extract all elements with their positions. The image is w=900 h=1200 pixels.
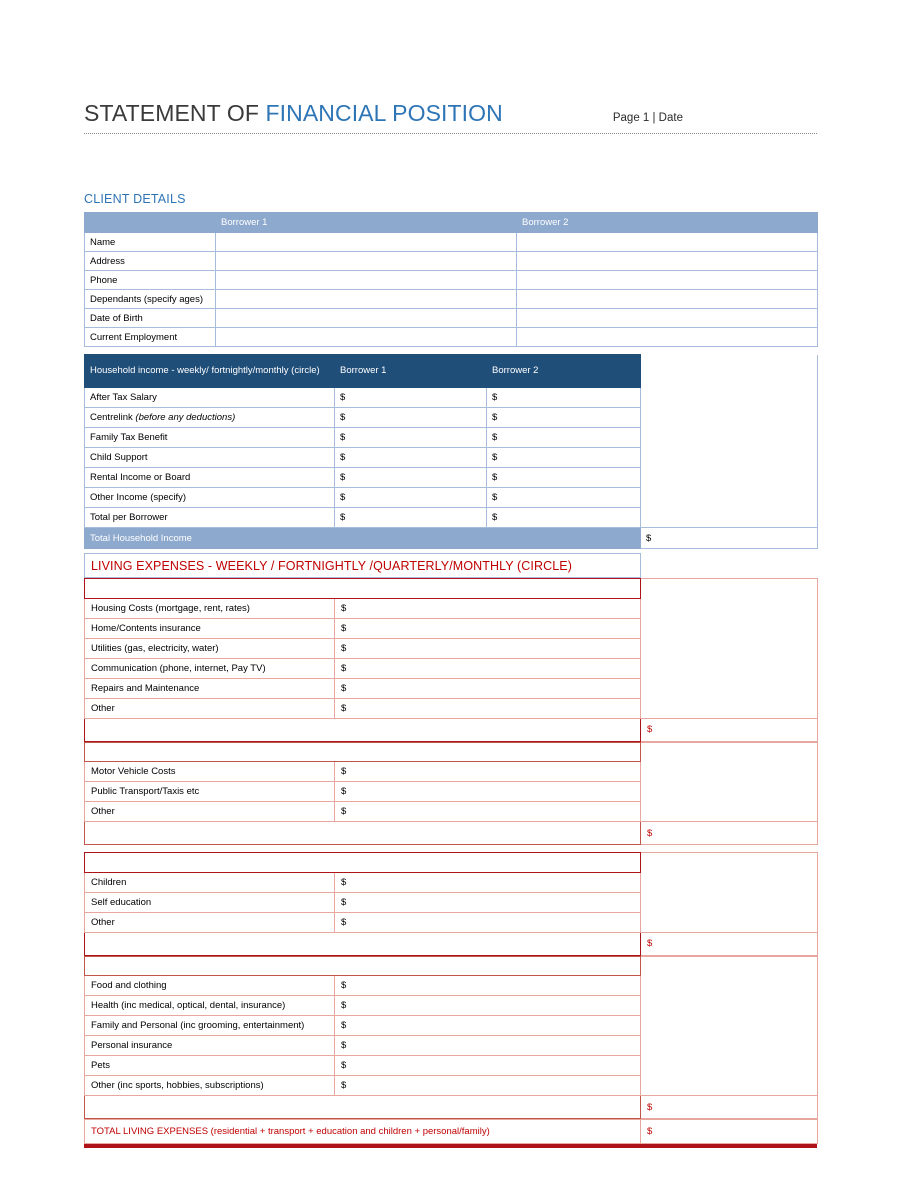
household-income-table xyxy=(84,354,818,549)
table-row xyxy=(85,408,818,428)
income-value-b1[interactable]: $ xyxy=(335,508,487,528)
income-value-b1[interactable]: $ xyxy=(335,468,487,488)
income-row-label-text: Centrelink xyxy=(90,412,136,423)
income-total-spacer xyxy=(641,448,818,468)
table-row xyxy=(85,488,818,508)
income-row-label: Child Support xyxy=(85,448,335,468)
table-row xyxy=(85,618,818,638)
expense-row-label: Other xyxy=(85,802,335,822)
total-household-income-value[interactable]: $ xyxy=(641,528,818,549)
expense-row-value[interactable]: $ xyxy=(335,1076,641,1096)
table-row xyxy=(85,428,818,448)
client-details-header-row xyxy=(85,213,818,233)
client-field-address-b2[interactable] xyxy=(517,252,818,271)
client-field-dependants-b1[interactable] xyxy=(216,290,517,309)
income-value-b1[interactable]: $ xyxy=(335,428,487,448)
income-row-label: Other Income (specify) xyxy=(85,488,335,508)
living-expenses-banner-table xyxy=(84,553,818,578)
total-household-income-row xyxy=(85,528,818,549)
table-row xyxy=(85,782,818,802)
section-total-spacer xyxy=(641,1036,818,1056)
client-field-name-b1[interactable] xyxy=(216,233,517,252)
income-header-label: Household income - weekly/ fortnightly/monthly (circle) xyxy=(85,355,335,388)
expense-section-personal-family xyxy=(84,956,818,1120)
expense-row-value[interactable]: $ xyxy=(335,976,641,996)
table-row xyxy=(85,290,818,309)
client-field-phone-b2[interactable] xyxy=(517,271,818,290)
section-title-transport: Transport xyxy=(85,742,641,762)
client-details-table xyxy=(84,212,818,347)
income-value-b2[interactable]: $ xyxy=(487,408,641,428)
expense-row-label: Motor Vehicle Costs xyxy=(85,762,335,782)
table-row xyxy=(85,508,818,528)
section-header-row xyxy=(85,853,818,873)
expense-row-value[interactable]: $ xyxy=(335,598,641,618)
income-value-b2[interactable]: $ xyxy=(487,428,641,448)
expense-row-label: Repairs and Maintenance xyxy=(85,678,335,698)
client-row-label: Dependants (specify ages) xyxy=(85,290,216,309)
income-row-label: After Tax Salary xyxy=(85,388,335,408)
section-header-row xyxy=(85,742,818,762)
expense-row-label: Other xyxy=(85,912,335,932)
table-row xyxy=(85,892,818,912)
page-title-highlight: FINANCIAL POSITION xyxy=(265,100,503,126)
section-total-spacer xyxy=(641,853,818,873)
expense-row-label: Home/Contents insurance xyxy=(85,618,335,638)
section-total-spacer xyxy=(641,1056,818,1076)
expense-row-label: Children xyxy=(85,872,335,892)
table-row xyxy=(85,1056,818,1076)
expense-row-value[interactable]: $ xyxy=(335,1036,641,1056)
client-header-blank xyxy=(85,213,216,233)
section-total-spacer xyxy=(641,598,818,618)
expense-row-value[interactable]: $ xyxy=(335,782,641,802)
total-education-label: Total Education and Children Expenses xyxy=(85,932,641,955)
section-total-spacer xyxy=(641,976,818,996)
section-total-spacer xyxy=(641,956,818,976)
section-header-row xyxy=(85,579,818,599)
section-total-spacer xyxy=(641,762,818,782)
client-row-label: Current Employment xyxy=(85,328,216,347)
table-row xyxy=(85,271,818,290)
client-field-address-b1[interactable] xyxy=(216,252,517,271)
income-total-spacer xyxy=(641,468,818,488)
table-row xyxy=(85,448,818,468)
section-title-personal-family: Personal and Family xyxy=(85,956,641,976)
section-total-spacer xyxy=(641,912,818,932)
income-header-borrower-1: Borrower 1 xyxy=(335,355,487,388)
section-total-row xyxy=(85,932,818,955)
expense-row-label: Self education xyxy=(85,892,335,912)
total-residential-value[interactable]: $ xyxy=(641,718,818,741)
income-row-label: Total per Borrower xyxy=(85,508,335,528)
page-title xyxy=(84,100,503,127)
total-household-income-label: Total Household Income xyxy=(85,528,641,549)
client-row-label: Name xyxy=(85,233,216,252)
total-transport-label: Total Transport Expenses xyxy=(85,822,641,845)
expense-section-education xyxy=(84,852,818,956)
expense-row-value[interactable]: $ xyxy=(335,912,641,932)
section-total-spacer xyxy=(641,742,818,762)
table-row xyxy=(85,468,818,488)
income-total-spacer xyxy=(641,508,818,528)
expense-row-value[interactable]: $ xyxy=(335,1056,641,1076)
expense-row-label: Communication (phone, internet, Pay TV) xyxy=(85,658,335,678)
income-row-label-note: (before any deductions) xyxy=(135,412,236,423)
section-total-spacer xyxy=(641,1076,818,1096)
income-row-label xyxy=(85,408,335,428)
client-header-borrower-2: Borrower 2 xyxy=(517,213,818,233)
expense-row-value[interactable]: $ xyxy=(335,996,641,1016)
income-value-b1[interactable]: $ xyxy=(335,488,487,508)
living-expenses-banner-row xyxy=(85,554,818,578)
total-personal-family-label: Total Personal/Family Expenses xyxy=(85,1096,641,1119)
section-total-spacer xyxy=(641,802,818,822)
table-row xyxy=(85,976,818,996)
expense-row-label: Food and clothing xyxy=(85,976,335,996)
client-field-dob-b1[interactable] xyxy=(216,309,517,328)
client-row-label: Date of Birth xyxy=(85,309,216,328)
section-total-spacer xyxy=(641,996,818,1016)
table-row xyxy=(85,252,818,271)
expense-section-transport xyxy=(84,742,818,846)
expense-section-residential xyxy=(84,578,818,742)
total-transport-value[interactable]: $ xyxy=(641,822,818,845)
income-row-label: Rental Income or Board xyxy=(85,468,335,488)
section-total-row xyxy=(85,1096,818,1119)
expense-row-value[interactable]: $ xyxy=(335,762,641,782)
income-value-b1[interactable]: $ xyxy=(335,408,487,428)
total-living-expenses-label: TOTAL LIVING EXPENSES (residential + transport + education and children + personal/family) xyxy=(85,1120,641,1144)
table-row xyxy=(85,233,818,252)
section-total-spacer xyxy=(641,892,818,912)
expense-row-label: Other (inc sports, hobbies, subscriptions) xyxy=(85,1076,335,1096)
expense-row-label: Pets xyxy=(85,1056,335,1076)
expense-row-label: Family and Personal (inc grooming, entertainment) xyxy=(85,1016,335,1036)
section-total-spacer xyxy=(641,579,818,599)
table-row xyxy=(85,388,818,408)
table-row xyxy=(85,309,818,328)
income-header-borrower-2: Borrower 2 xyxy=(487,355,641,388)
section-header-row xyxy=(85,956,818,976)
client-field-employment-b1[interactable] xyxy=(216,328,517,347)
total-living-expenses-table xyxy=(84,1119,818,1144)
total-education-value[interactable]: $ xyxy=(641,932,818,955)
section-total-spacer xyxy=(641,638,818,658)
section-total-spacer xyxy=(641,1016,818,1036)
section-total-spacer xyxy=(641,782,818,802)
income-total-spacer xyxy=(641,428,818,448)
client-field-dob-b2[interactable] xyxy=(517,309,818,328)
page-info: Page 1 | Date xyxy=(612,112,683,124)
client-header-borrower-1: Borrower 1 xyxy=(216,213,517,233)
table-row xyxy=(85,762,818,782)
expense-row-label: Other xyxy=(85,698,335,718)
spacer xyxy=(84,845,817,852)
table-row xyxy=(85,912,818,932)
section-title-education: Education and Children xyxy=(85,853,641,873)
document-sheet xyxy=(84,100,817,1148)
income-value-b2[interactable]: $ xyxy=(487,488,641,508)
expense-row-value[interactable]: $ xyxy=(335,1016,641,1036)
expense-row-value[interactable]: $ xyxy=(335,638,641,658)
living-expenses-banner-spacer xyxy=(641,554,818,578)
expense-row-value[interactable]: $ xyxy=(335,678,641,698)
total-living-expenses-row xyxy=(85,1120,818,1144)
expense-row-label: Public Transport/Taxis etc xyxy=(85,782,335,802)
table-row xyxy=(85,328,818,347)
expense-row-value[interactable]: $ xyxy=(335,892,641,912)
client-details-heading: CLIENT DETAILS xyxy=(84,192,186,206)
table-row xyxy=(85,996,818,1016)
income-header-row xyxy=(85,355,818,388)
expense-row-label: Housing Costs (mortgage, rent, rates) xyxy=(85,598,335,618)
client-row-label: Address xyxy=(85,252,216,271)
client-field-employment-b2[interactable] xyxy=(517,328,818,347)
income-value-b2[interactable]: $ xyxy=(487,388,641,408)
client-field-phone-b1[interactable] xyxy=(216,271,517,290)
expense-row-value[interactable]: $ xyxy=(335,872,641,892)
table-row xyxy=(85,1016,818,1036)
expense-row-value[interactable]: $ xyxy=(335,658,641,678)
expense-row-label: Utilities (gas, electricity, water) xyxy=(85,638,335,658)
section-total-spacer xyxy=(641,678,818,698)
section-title-residential: Residential xyxy=(85,579,641,599)
expense-row-value[interactable]: $ xyxy=(335,802,641,822)
section-total-row xyxy=(85,822,818,845)
section-total-spacer xyxy=(641,658,818,678)
table-row xyxy=(85,1036,818,1056)
table-row xyxy=(85,598,818,618)
total-personal-family-value[interactable]: $ xyxy=(641,1096,818,1119)
income-value-b2[interactable]: $ xyxy=(487,468,641,488)
client-field-name-b2[interactable] xyxy=(517,233,818,252)
section-total-row xyxy=(85,718,818,741)
income-value-b1[interactable]: $ xyxy=(335,388,487,408)
client-row-label: Phone xyxy=(85,271,216,290)
total-residential-label: Total Residential Expenses xyxy=(85,718,641,741)
section-total-spacer xyxy=(641,872,818,892)
living-expenses-banner: LIVING EXPENSES - WEEKLY / FORTNIGHTLY /QUARTERLY/MONTHLY (CIRCLE) xyxy=(85,554,641,578)
income-row-label: Family Tax Benefit xyxy=(85,428,335,448)
table-row xyxy=(85,698,818,718)
income-header-total-spacer xyxy=(641,355,818,388)
income-value-b2[interactable]: $ xyxy=(487,508,641,528)
total-living-expenses-value[interactable]: $ xyxy=(641,1120,818,1144)
client-field-dependants-b2[interactable] xyxy=(517,290,818,309)
bottom-rule xyxy=(84,1144,817,1148)
expense-row-label: Personal insurance xyxy=(85,1036,335,1056)
expense-row-value[interactable]: $ xyxy=(335,618,641,638)
income-total-spacer xyxy=(641,408,818,428)
page-title-prefix: STATEMENT OF xyxy=(84,100,266,126)
income-value-b1[interactable]: $ xyxy=(335,448,487,468)
document-header xyxy=(84,100,817,134)
expense-row-label: Health (inc medical, optical, dental, insurance) xyxy=(85,996,335,1016)
expense-row-value[interactable]: $ xyxy=(335,698,641,718)
table-row xyxy=(85,802,818,822)
table-row xyxy=(85,1076,818,1096)
income-value-b2[interactable]: $ xyxy=(487,448,641,468)
table-row xyxy=(85,872,818,892)
table-row xyxy=(85,638,818,658)
section-total-spacer xyxy=(641,618,818,638)
income-total-spacer xyxy=(641,388,818,408)
table-row xyxy=(85,678,818,698)
table-row xyxy=(85,658,818,678)
income-total-spacer xyxy=(641,488,818,508)
section-total-spacer xyxy=(641,698,818,718)
